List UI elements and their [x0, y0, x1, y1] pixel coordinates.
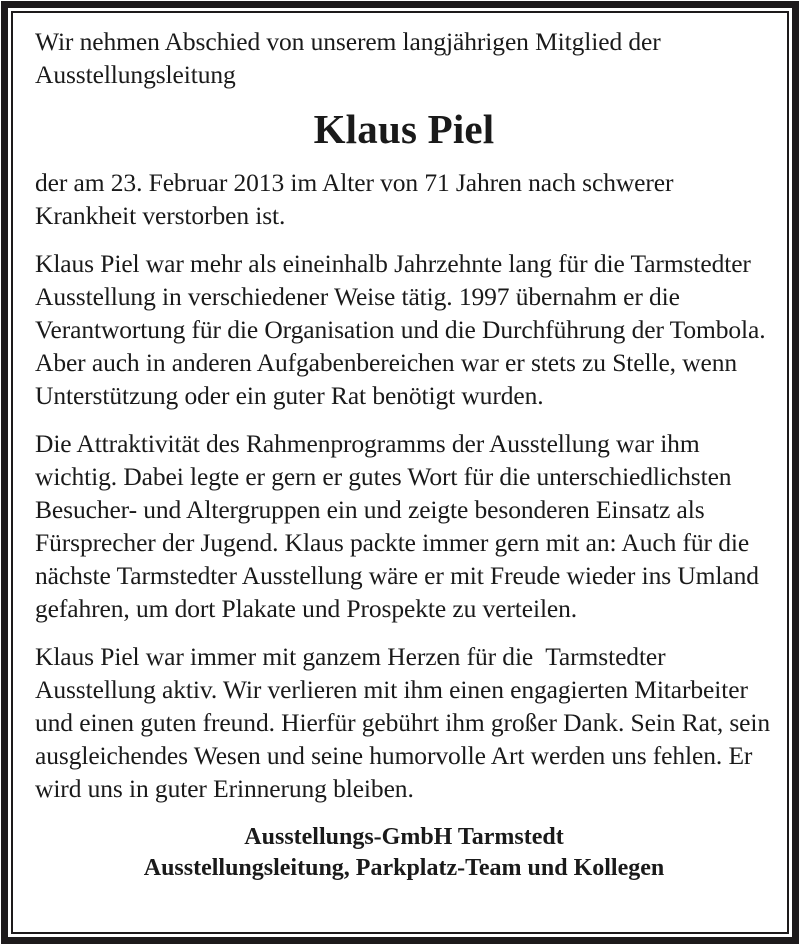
inner-border-rule [11, 11, 789, 934]
notice-paragraph-1: Klaus Piel war mehr als eineinhalb Jahrzehnte lang für die Tarmstedter Ausstellung in verschiedener Weise tätig. 1997 übernahm er die Verantwortung für die Organisation und die Durchführung der Tombola. Aber auch in anderen Aufgabenbereichen war er stets zu Stelle, wenn Unterstützung oder ein guter Rat benötigt wurden. [35, 249, 771, 410]
outer-border-rule [1, 1, 799, 944]
signature-block [35, 822, 773, 884]
death-announcement: der am 23. Februar 2013 im Alter von 71 Jahren nach schwerer Krankheit verstorben ist. [35, 168, 680, 230]
signature-signatories: Ausstellungsleitung, Parkplatz-Team und Kollegen [143, 855, 665, 881]
notice-content [13, 13, 787, 932]
notice-paragraph-2: Die Attraktivität des Rahmenprogramms der Ausstellung war ihm wichtig. Dabei legte er gern er gutes Wort für die unterschiedlichsten Besucher- und Altergruppen ein und zeigte besonderen Einsatz als Fürsprecher der Jugend. Klaus packte immer gern mit an: Auch für die nächste Tarmstedter Ausstellung wäre er mit Freude wieder ins Umland gefahren, um dort Plakate und Prospekte zu verteilen. [35, 429, 766, 623]
notice-paragraph-3: Klaus Piel war immer mit ganzem Herzen für die Tarmstedter Ausstellung aktiv. Wir verlieren mit ihm einen engagierten Mitarbeiter und einen guten freund. Hierfür gebührt ihm großer Dank. Sein Rat, sein ausgleichendes Wesen und seine humorvolle Art werden uns fehlen. Er wird uns in guter Erinnerung bleiben. [35, 642, 777, 803]
border-gap [8, 8, 792, 937]
notice-lede: Wir nehmen Abschied von unserem langjährigen Mitglied der Ausstellungsleitung [35, 27, 661, 89]
deceased-name: Klaus Piel [313, 106, 495, 152]
signature-organization: Ausstellungs-GmbH Tarmstedt [244, 824, 564, 850]
